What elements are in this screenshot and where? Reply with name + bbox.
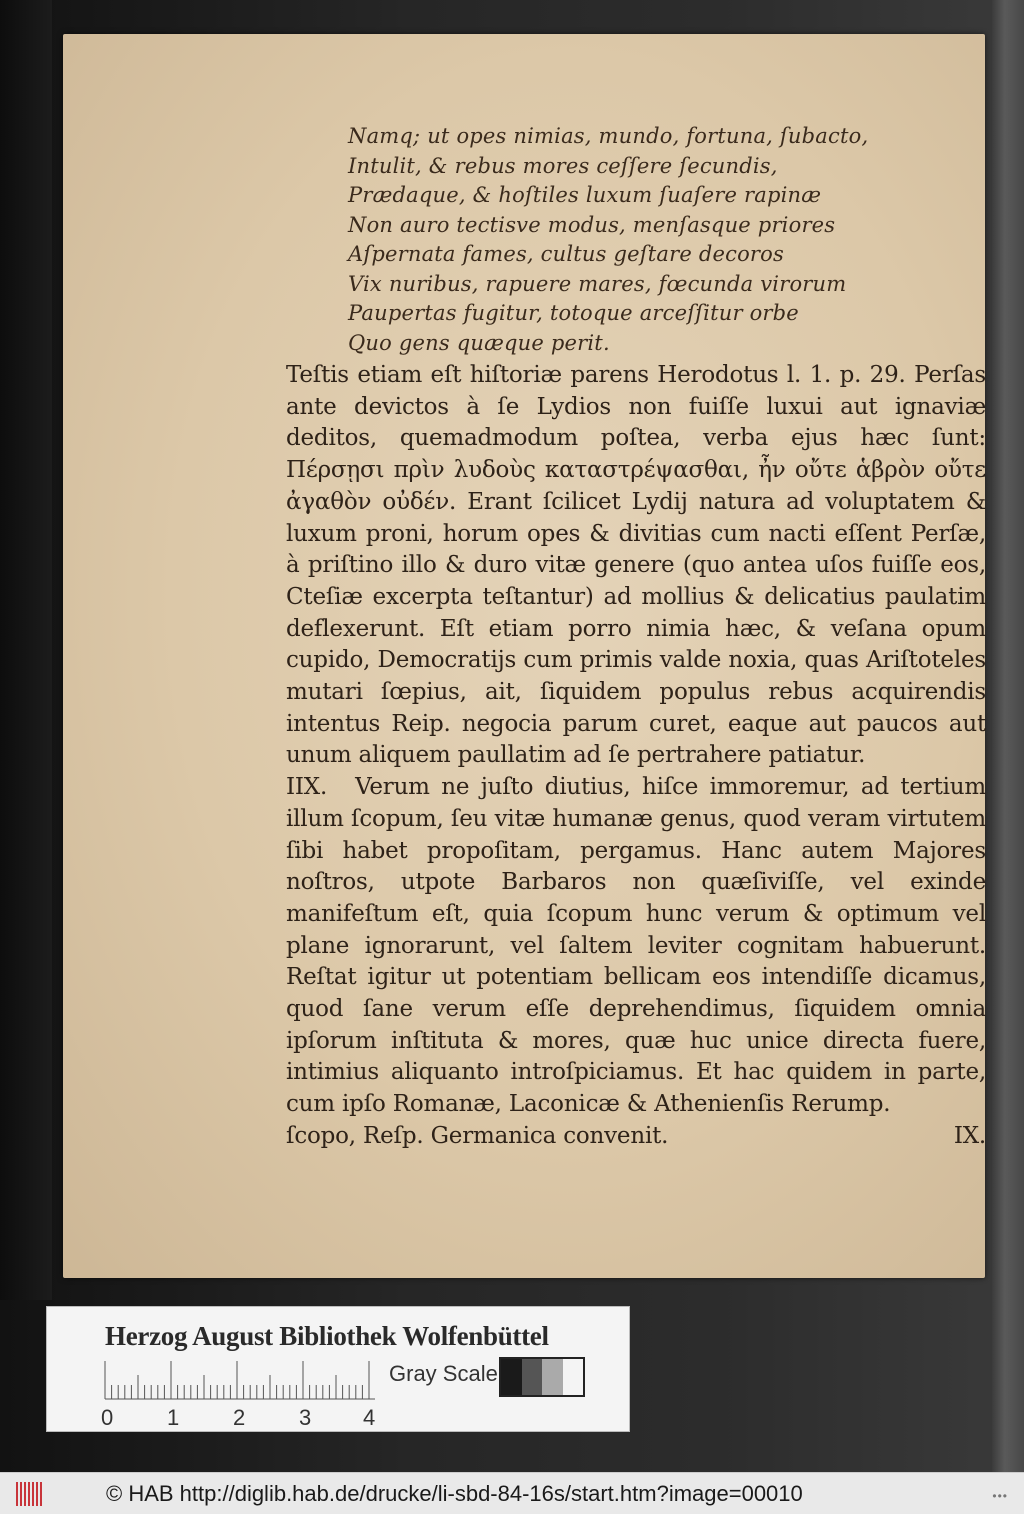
paragraph-1: Teſtis etiam eſt hiſtoriæ parens Herodotus l. 1. p. 29. Perſas ante devictos à ſe Lydios non fuiſſe luxui aut ignaviæ deditos, quemadmodum poſtea, verba ejus hæc ſunt: Πέρσῃσι πρὶν λυδοὺς καταστρέψασθαι, ἦν οὔτε ἁβρὸν οὔτε ἀγαθὸν οὐδέν. Erant ſcilicet Lydij natura ad voluptatem & luxum proni, horum opes & divitias cum nacti eſſent Perſæ, à priſtino illo & duro vitæ genere (quo antea uſos fuiſſe eos, Cteſiæ excerpta teſtantur) ad mollius & delicatius paulatim deflexerunt. Eſt etiam porro nimia hæc, & veſana opum cupido, Democratijs cum primis valde noxia, quas Ariſtoteles mutari ſœpius, ait, ſiquidem populus rebus acquirendis intentus Reip. negocia parum curet, eaque aut paucos aut unum aliquem paullatim ad ſe pertrahere patiatur. bbox=[286, 362, 986, 769]
verse-line: Prædaque, & hoſtiles luxum ſuaſere rapinæ bbox=[348, 183, 822, 207]
paragraph-2-text: Verum ne juſto diutius, hiſce immoremur, ad tertium illum ſcopum, ſeu vitæ humanæ genus, quod veram virtutem ſibi habet propoſitam, pergamus. Hanc autem Majores noſtros, utpote Barbaros non quæſiviſſe, vel exinde manifeſtum eſt, quia ſcopum hunc verum & optimum vel plane ignorarunt, vel ſaltem leviter cognitam habuerunt. Reſtat igitur ut potentiam bellicam eos intendiſſe dicamus, quod ſane verum eſſe deprehendimus, ſiquidem omnia ipſorum inſtituta & mores, quæ huc unice directa fuere, intimius aliquanto introſpiciamus. Et hac quidem in parte, cum ipſo Romanæ, Laconicæ & Athenienſis Rerump. bbox=[286, 774, 986, 1118]
scale-number: 4 bbox=[363, 1405, 376, 1430]
verse-line: Non auro tectisve modus, menſasque priores bbox=[348, 212, 836, 237]
prose-block bbox=[286, 360, 986, 1152]
verse-block bbox=[348, 122, 986, 358]
library-card bbox=[46, 1306, 630, 1432]
verse-line: Vix nuribus, rapuere mares, fœcunda virorum bbox=[348, 271, 847, 296]
section-number: IIX. bbox=[286, 774, 328, 801]
page-text bbox=[286, 122, 986, 1152]
book-page bbox=[63, 34, 985, 1278]
scale-number: 3 bbox=[299, 1405, 312, 1430]
paragraph-2 bbox=[286, 772, 986, 1121]
swatch-white bbox=[563, 1359, 584, 1395]
verse-line: Quo gens quæque perit. bbox=[348, 330, 610, 355]
verse-line: Aſpernata fames, cultus geſtare decoros bbox=[348, 242, 784, 266]
verse-line: Namq; ut opes nimias, mundo, fortuna, ſubacto, bbox=[348, 124, 869, 148]
footer-menu-icon[interactable]: ••• bbox=[992, 1489, 1008, 1503]
ruler bbox=[103, 1361, 379, 1401]
hab-logo-icon bbox=[16, 1481, 44, 1507]
swatch-light bbox=[542, 1359, 563, 1395]
binding-edge bbox=[0, 0, 52, 1300]
footer-bar bbox=[0, 1472, 1024, 1514]
verse-line: Paupertas fugitur, totoque arceſſitur orbe bbox=[348, 301, 799, 325]
scale-number: 1 bbox=[167, 1405, 180, 1430]
swatch-black bbox=[501, 1359, 522, 1395]
verse-line: Intulit, & rebus mores ceſſere ſecundis, bbox=[348, 153, 778, 178]
scale-number: 0 bbox=[101, 1405, 114, 1430]
swatch-dark bbox=[522, 1359, 543, 1395]
last-line: ſcopo, Reſp. Germanica convenit. bbox=[286, 1122, 669, 1149]
footer-copyright-link[interactable]: © HAB http://diglib.hab.de/drucke/li-sbd-84-16s/start.htm?image=00010 bbox=[106, 1480, 803, 1506]
gray-scale-swatch bbox=[499, 1357, 585, 1397]
next-page-edge bbox=[992, 0, 1024, 1472]
scale-number: 2 bbox=[233, 1405, 246, 1430]
catchword: IX. bbox=[953, 1122, 986, 1149]
closing-line bbox=[286, 1121, 986, 1152]
gray-scale-label: Gray Scale bbox=[389, 1361, 498, 1386]
card-title: Herzog August Bibliothek Wolfenbüttel bbox=[105, 1321, 549, 1351]
